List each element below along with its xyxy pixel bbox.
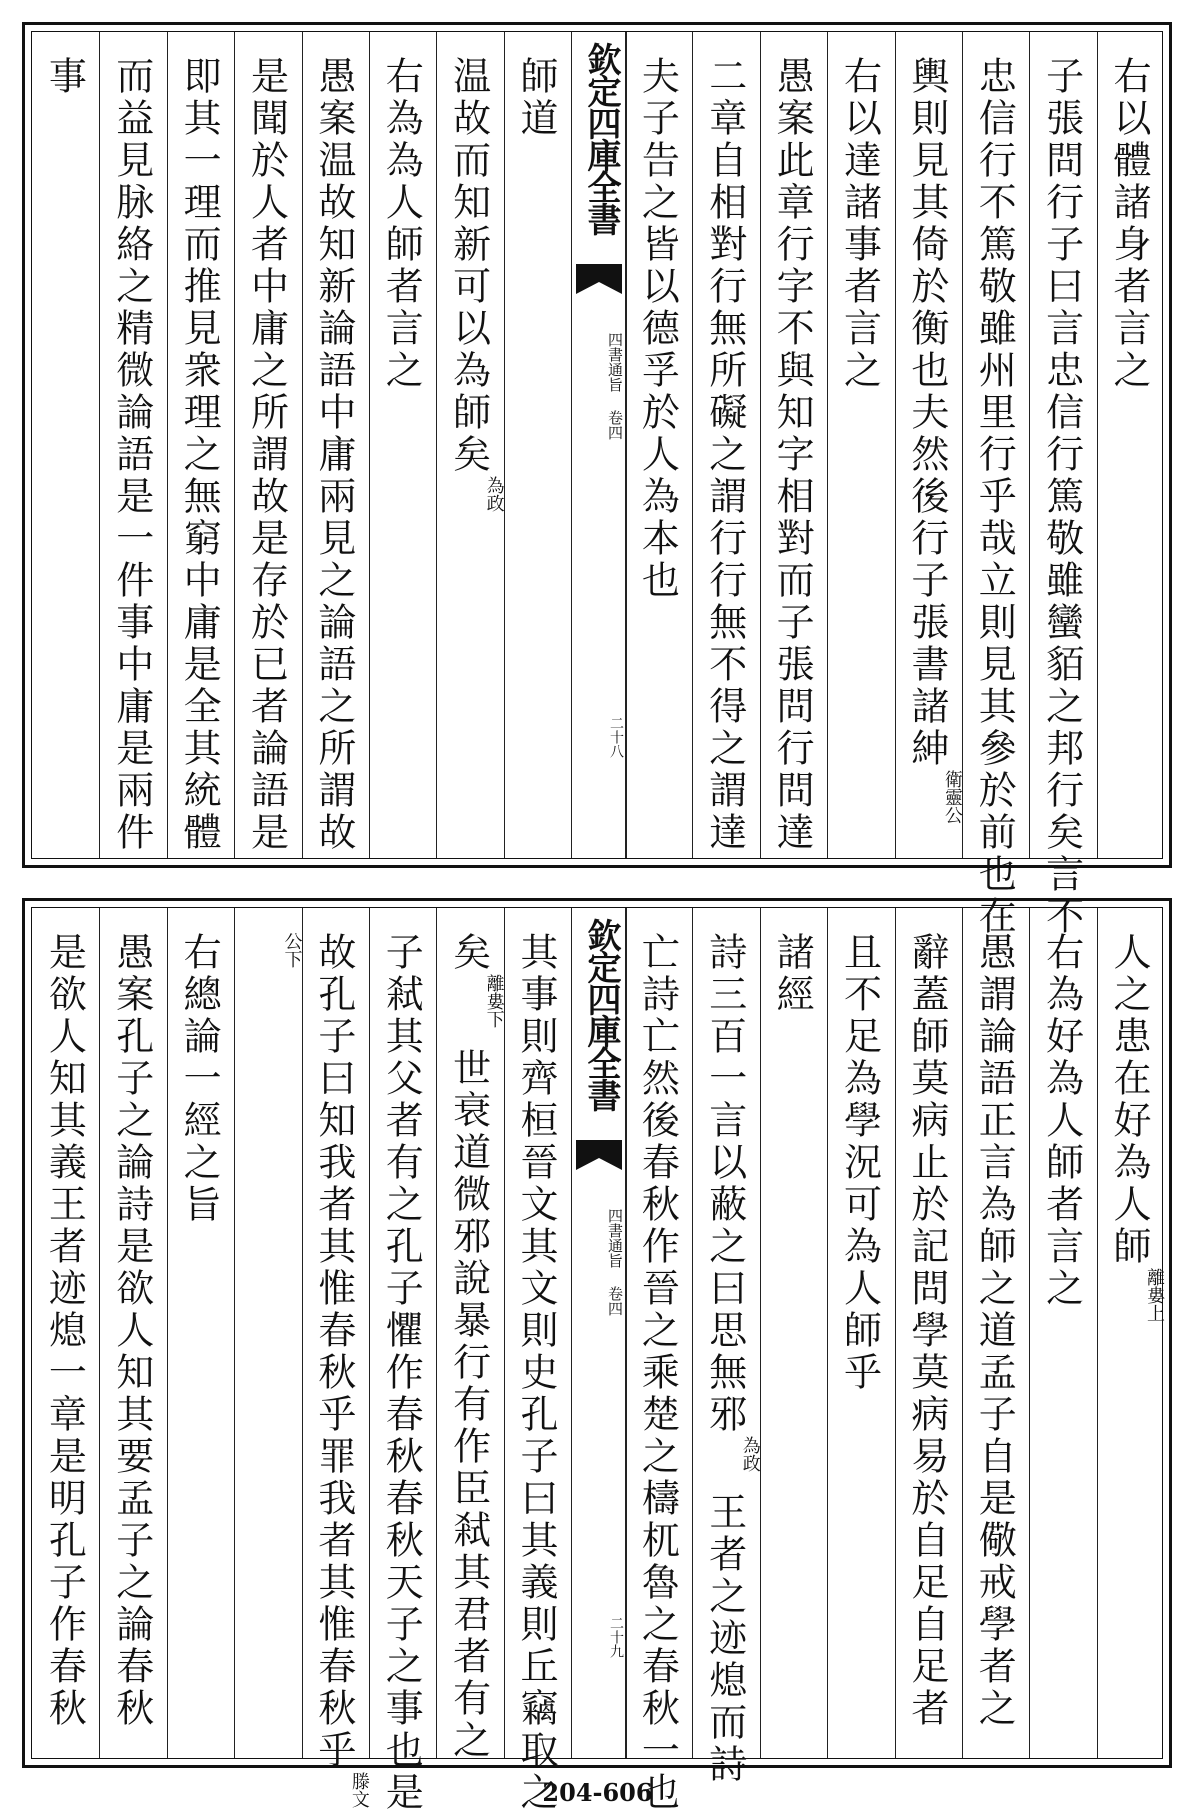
text-column xyxy=(167,32,234,858)
column-text: 右以體諸身者言之 xyxy=(1107,56,1151,392)
leaf-number: 二十八 xyxy=(608,716,624,758)
fish-tail-mark xyxy=(576,1140,622,1170)
text-column xyxy=(99,908,166,1758)
text-column xyxy=(436,32,503,858)
inline-note: 滕文 xyxy=(348,1772,370,1808)
page-top xyxy=(22,22,1172,938)
page-frame xyxy=(31,31,1163,938)
inline-note: 離婁上 xyxy=(1144,1268,1165,1322)
text-column xyxy=(895,908,962,1758)
text-column xyxy=(504,32,571,858)
column-text: 愚案此章行字不與知字相對而子張問行問達 xyxy=(770,56,815,854)
column-text: 愚案孔子之論詩是欲人知其要孟子之論春秋 xyxy=(109,932,154,1730)
center-banner xyxy=(571,908,627,1758)
fish-tail-mark xyxy=(576,264,622,294)
text-column xyxy=(895,32,962,858)
inline-note: 為政 xyxy=(483,476,505,512)
text-column xyxy=(692,32,759,858)
text-column xyxy=(32,908,99,1758)
text-column xyxy=(962,908,1029,1758)
column-text: 事 xyxy=(42,56,87,98)
text-column xyxy=(962,32,1029,938)
column-text: 矣 離婁下 世衰道微邪說暴行有作臣弒其君者有之 xyxy=(437,932,503,1762)
text-column xyxy=(302,32,369,858)
column-text: 温故而知新可以為師矣 為政 xyxy=(437,56,503,512)
column-text: 而益見脉絡之精微論語是一件事中庸是兩件 xyxy=(109,56,154,854)
text-column xyxy=(1029,32,1096,938)
column-text: 右為好為人師者言之 xyxy=(1039,932,1084,1310)
column-text: 子弒其父者有之孔子懼作春秋春秋天子之事也是 xyxy=(379,932,424,1814)
text-column xyxy=(692,908,761,1786)
text-column xyxy=(1097,908,1164,1758)
column-text: 即其一理而推見衆理之無窮中庸是全其統體 xyxy=(177,56,222,854)
inline-note: 衛靈公 xyxy=(941,770,963,824)
text-column xyxy=(827,908,894,1758)
page-footer-number: 204-606 xyxy=(542,1778,653,1807)
column-text: 右總論一經之旨 xyxy=(177,932,222,1226)
column-text: 輿則見其倚於衡也夫然後行子張書諸紳 衛靈公 xyxy=(896,56,962,824)
column-text: 諸經 xyxy=(770,932,815,1016)
column-text: 人之患在好為人師 離婁上 xyxy=(1098,932,1164,1322)
text-column xyxy=(302,908,370,1808)
text-column xyxy=(32,32,99,858)
text-column xyxy=(234,32,301,858)
text-column xyxy=(1029,908,1096,1758)
column-text: 故孔子曰知我者其惟春秋乎罪我者其惟春秋乎 滕文 xyxy=(303,932,369,1808)
text-column xyxy=(625,908,692,1814)
leaf-number: 二十九 xyxy=(608,1616,624,1658)
column-text xyxy=(235,932,301,968)
column-text: 其事則齊桓晉文其文則史孔子曰其義則丘竊取之 xyxy=(514,932,558,1814)
center-banner xyxy=(571,32,627,858)
text-column xyxy=(760,32,827,858)
inline-note: 為政 xyxy=(739,1436,761,1472)
column-text-continued: 世衰道微邪說暴行有作臣弒其君者有之 xyxy=(446,1048,491,1762)
text-column xyxy=(760,908,827,1758)
column-text: 是聞於人者中庸之所謂故是存於已者論語是 xyxy=(244,56,289,854)
text-column xyxy=(99,32,166,858)
column-text: 右以達諸事者言之 xyxy=(837,56,882,392)
column-text: 子張問行子曰言忠信行篤敬雖蠻貊之邦行矣言不 xyxy=(1039,56,1084,938)
banner-subtitle: 四書通旨 卷四 xyxy=(606,1208,624,1316)
column-text: 是欲人知其義王者迹熄一章是明孔子作春秋 xyxy=(42,932,87,1730)
column-text: 二章自相對行無所礙之謂行行無不得之謂達 xyxy=(702,56,747,854)
text-column xyxy=(625,32,692,858)
inline-note: 離婁下 xyxy=(483,974,505,1028)
column-text: 夫子告之皆以德孚於人為本也 xyxy=(635,56,680,602)
column-text: 師道 xyxy=(514,56,558,140)
column-text: 愚案温故知新論語中庸兩見之論語之所謂故 xyxy=(311,56,356,854)
column-text: 辭蓋師莫病止於記問學莫病易於自足自足者 xyxy=(904,932,949,1730)
banner-title: 欽定四庫全書 xyxy=(581,42,621,234)
banner-title: 欽定四庫全書 xyxy=(581,918,621,1110)
column-text: 忠信行不篤敬雖州里行乎哉立則見其參於前也在 xyxy=(972,56,1017,938)
column-text: 愚謂論語正言為師之道孟子自是儆戒學者之 xyxy=(972,932,1017,1730)
text-column xyxy=(167,908,234,1758)
column-text: 詩三百一言以蔽之曰思無邪 為政 王者之迹熄而詩 xyxy=(693,932,759,1786)
text-column xyxy=(1097,32,1164,858)
banner-subtitle: 四書通旨 卷四 xyxy=(606,332,624,440)
text-column xyxy=(827,32,894,858)
text-column xyxy=(369,32,436,858)
text-column xyxy=(436,908,505,1762)
text-column xyxy=(234,908,301,1758)
column-text: 右為為人師者言之 xyxy=(379,56,424,392)
column-text: 亡詩亡然後春秋作晉之乘楚之檮杌魯之春秋一也 xyxy=(635,932,680,1814)
column-text: 且不足為學況可為人師乎 xyxy=(837,932,882,1394)
column-text-continued: 王者之迹熄而詩 xyxy=(702,1492,747,1786)
inline-note: 公下 xyxy=(281,932,303,968)
text-column xyxy=(369,908,436,1814)
text-column xyxy=(504,908,571,1814)
